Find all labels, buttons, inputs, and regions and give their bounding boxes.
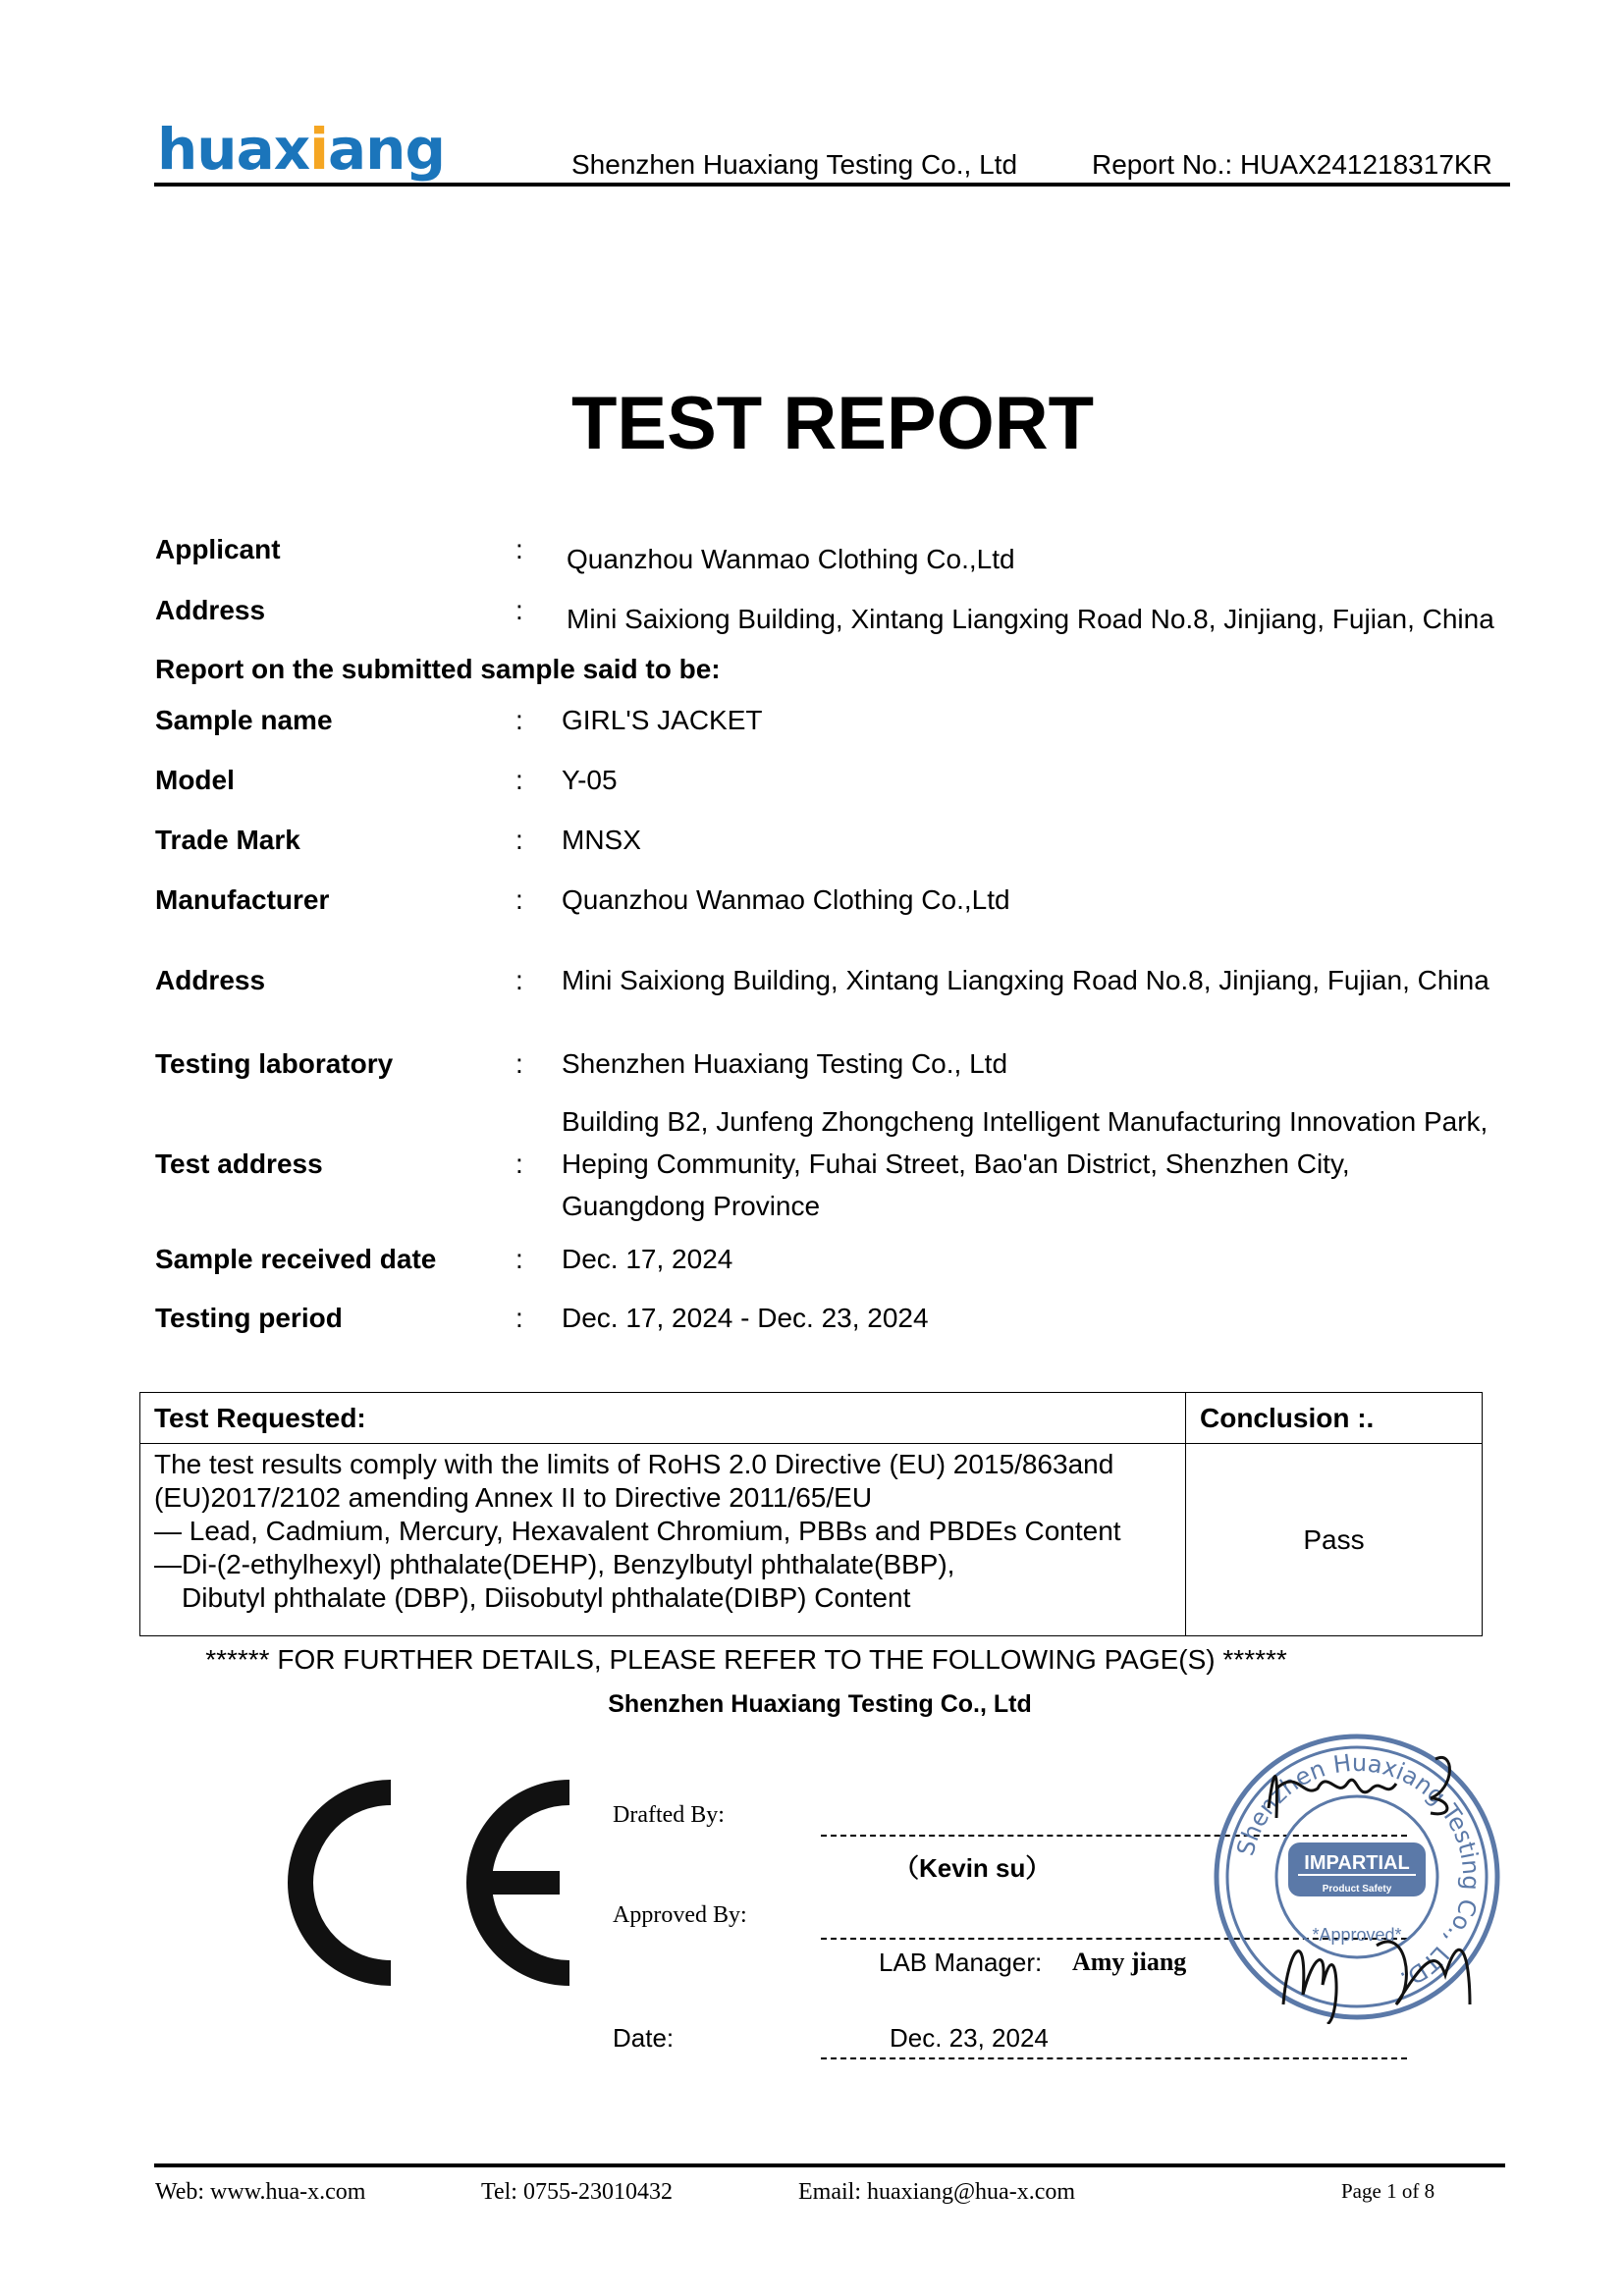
model-label: Model (155, 765, 235, 795)
footer-web: Web: www.hua-x.com (155, 2179, 366, 2205)
seal-ring-text: Shenzhen Huaxiang Testing Co., LTD. (1231, 1748, 1486, 1995)
test-summary-table (139, 1392, 1483, 1636)
test-address-line-3: Guangdong Province (562, 1191, 821, 1221)
test-line: Dibutyl phthalate (DBP), Diisobutyl phthalate(DIBP) Content (182, 1582, 911, 1613)
seal-badge: IMPARTIAL (1304, 1852, 1410, 1874)
further-details-note: ****** FOR FURTHER DETAILS, PLEASE REFER TO THE FOLLOWING PAGE(S) ****** (205, 1644, 1287, 1675)
testing-lab-label: Testing laboratory (155, 1048, 394, 1079)
manufacturer-address-value: Mini Saixiong Building, Xintang Liangxing Road No.8, Jinjiang, Fujian, China (562, 965, 1489, 995)
colon: : (515, 965, 523, 995)
header-rule (154, 183, 1510, 187)
test-line: —Di-(2-ethylhexyl) phthalate(DEHP), Benzylbutyl phthalate(BBP), (154, 1549, 955, 1579)
sample-name-label: Sample name (155, 705, 333, 735)
test-line: — Lead, Cadmium, Mercury, Hexavalent Chromium, PBBs and PBDEs Content (154, 1516, 1121, 1546)
lab-manager-name: Amy jiang (1072, 1948, 1187, 1976)
colon: : (515, 595, 523, 625)
seal-badge-sub: Product Safety (1322, 1884, 1392, 1895)
test-address-label: Test address (155, 1148, 323, 1179)
footer-rule (154, 2163, 1505, 2167)
drafted-by-label: Drafted By: (613, 1802, 725, 1828)
model-value: Y-05 (562, 765, 618, 795)
conclusion-header: Conclusion :. (1186, 1393, 1483, 1444)
manufacturer-label: Manufacturer (155, 884, 330, 915)
received-date-label: Sample received date (155, 1244, 437, 1274)
footer-tel: Tel: 0755-23010432 (481, 2179, 673, 2205)
colon: : (515, 825, 523, 855)
test-line: The test results comply with the limits of RoHS 2.0 Directive (EU) 2015/863and (154, 1449, 1114, 1479)
footer-page-number: Page 1 of 8 (1341, 2179, 1435, 2203)
date-line (821, 2057, 1407, 2059)
colon: : (515, 1148, 523, 1179)
address-value: Mini Saixiong Building, Xintang Liangxing Road No.8, Jinjiang, Fujian, China (567, 604, 1494, 634)
company-seal-stamp (1210, 1730, 1504, 2024)
colon: : (515, 765, 523, 795)
date-value: Dec. 23, 2024 (890, 2023, 1049, 2053)
colon: : (515, 884, 523, 915)
footer-email: Email: huaxiang@hua-x.com (798, 2179, 1076, 2205)
test-address-line-1: Building B2, Junfeng Zhongcheng Intelligent Manufacturing Innovation Park, (562, 1106, 1489, 1137)
colon: : (515, 1303, 523, 1333)
header-company: Shenzhen Huaxiang Testing Co., Ltd (571, 149, 1018, 180)
colon: : (515, 534, 523, 564)
testing-period-value: Dec. 17, 2024 - Dec. 23, 2024 (562, 1303, 929, 1333)
manufacturer-value: Quanzhou Wanmao Clothing Co.,Ltd (562, 884, 1010, 915)
testing-period-label: Testing period (155, 1303, 343, 1333)
conclusion-cell: Pass (1186, 1444, 1483, 1636)
manufacturer-address-label: Address (155, 965, 266, 995)
applicant-label: Applicant (155, 534, 281, 564)
test-line: (EU)2017/2102 amending Annex II to Directive 2011/65/EU (154, 1482, 873, 1513)
header-report-number: Report No.: HUAX241218317KR (1092, 149, 1492, 180)
address-label: Address (155, 595, 266, 625)
test-address-line-2: Heping Community, Fuhai Street, Bao'an District, Shenzhen City, (562, 1148, 1350, 1179)
date-label: Date: (613, 2023, 675, 2053)
received-date-value: Dec. 17, 2024 (562, 1244, 733, 1274)
approved-by-label: Approved By: (613, 1902, 747, 1928)
test-requested-cell (140, 1444, 1186, 1636)
report-on-heading: Report on the submitted sample said to be: (155, 654, 721, 684)
colon: : (515, 705, 523, 735)
company-signature-heading: Shenzhen Huaxiang Testing Co., Ltd (608, 1690, 1032, 1718)
sample-name-value: GIRL'S JACKET (562, 705, 763, 735)
lab-manager-label: LAB Manager: (879, 1948, 1043, 1977)
applicant-value: Quanzhou Wanmao Clothing Co.,Ltd (567, 544, 1015, 574)
colon: : (515, 1244, 523, 1274)
page-title: TEST REPORT (570, 382, 1095, 465)
seal-approved: *Approved* (1312, 1925, 1402, 1945)
drafted-by-name: （Kevin su） (893, 1853, 1052, 1883)
test-requested-header: Test Requested: (140, 1393, 1186, 1444)
colon: : (515, 1048, 523, 1079)
trade-mark-label: Trade Mark (155, 825, 300, 855)
huaxiang-logo: huaxiang (157, 116, 445, 183)
ce-mark-icon (285, 1779, 574, 1987)
testing-lab-value: Shenzhen Huaxiang Testing Co., Ltd (562, 1048, 1008, 1079)
trade-mark-value: MNSX (562, 825, 641, 855)
